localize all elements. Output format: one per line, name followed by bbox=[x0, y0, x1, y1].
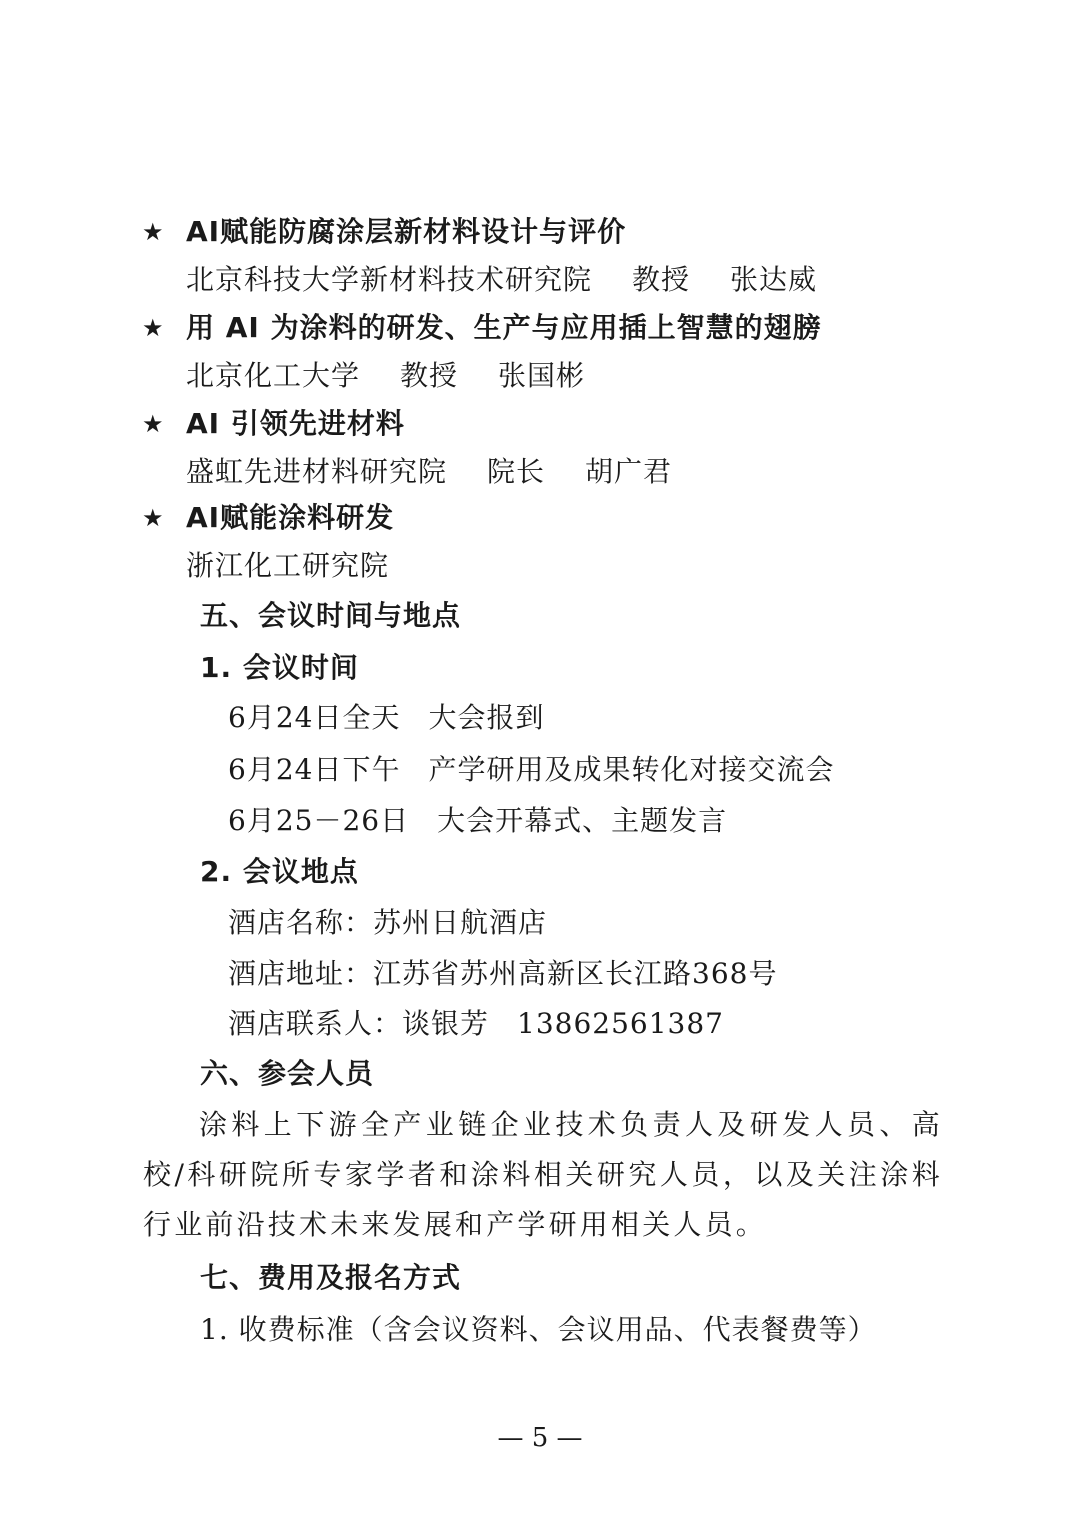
star-bullet-icon: ★ bbox=[142, 504, 164, 532]
speaker-institution: 盛虹先进材料研究院 bbox=[186, 455, 448, 488]
topic-title: AI赋能涂料研发 bbox=[186, 501, 395, 534]
star-bullet-icon: ★ bbox=[142, 218, 164, 246]
hotel-address: 酒店地址：江苏省苏州高新区长江路368号 bbox=[228, 957, 778, 990]
topic-title: AI赋能防腐涂层新材料设计与评价 bbox=[186, 215, 627, 248]
topic-title: AI 引领先进材料 bbox=[186, 407, 405, 440]
speaker-role: 教授 bbox=[400, 359, 459, 392]
section-heading: 六、参会人员 bbox=[200, 1057, 375, 1090]
speaker-institution: 浙江化工研究院 bbox=[186, 549, 390, 582]
speaker-role: 教授 bbox=[632, 263, 691, 296]
hotel-contact-line bbox=[228, 1004, 724, 1044]
speaker-name: 张国彬 bbox=[498, 359, 586, 392]
speaker-role: 院长 bbox=[487, 455, 546, 488]
subsection-heading: 1. 会议时间 bbox=[200, 651, 359, 684]
fee-heading: 1. 收费标准（含会议资料、会议用品、代表餐费等） bbox=[200, 1313, 877, 1346]
hotel-contact: 酒店联系人：谈银芳 bbox=[228, 1007, 490, 1040]
subsection-heading: 2. 会议地点 bbox=[200, 855, 359, 888]
attendees-paragraph: 涂料上下游全产业链企业技术负责人及研发人员、高校/科研院所专家学者和涂料相关研究人员，以及关注涂料行业前沿技术未来发展和产学研用相关人员。 bbox=[143, 1108, 943, 1241]
section-heading: 七、费用及报名方式 bbox=[200, 1261, 462, 1294]
hotel-name: 酒店名称：苏州日航酒店 bbox=[228, 906, 548, 939]
speaker-institution: 北京科技大学新材料技术研究院 bbox=[186, 263, 593, 296]
page-number: — 5 — bbox=[497, 1423, 583, 1453]
schedule-date: 6月24日下午 bbox=[228, 753, 401, 786]
schedule-date: 6月24日全天 bbox=[228, 701, 401, 734]
star-bullet-icon: ★ bbox=[142, 314, 164, 342]
schedule-date: 6月25－26日 bbox=[228, 804, 410, 837]
topic-speaker-line bbox=[186, 452, 672, 492]
topic-speaker-line bbox=[186, 260, 817, 300]
schedule-row bbox=[228, 801, 727, 841]
schedule-row bbox=[228, 750, 834, 790]
speaker-name: 胡广君 bbox=[585, 455, 673, 488]
schedule-event: 大会报到 bbox=[428, 701, 545, 734]
schedule-row bbox=[228, 698, 544, 738]
schedule-event: 产学研用及成果转化对接交流会 bbox=[428, 753, 835, 786]
star-bullet-icon: ★ bbox=[142, 410, 164, 438]
schedule-event: 大会开幕式、主题发言 bbox=[437, 804, 728, 837]
speaker-institution: 北京化工大学 bbox=[186, 359, 361, 392]
topic-speaker-line bbox=[186, 356, 585, 396]
topic-title: 用 AI 为涂料的研发、生产与应用插上智慧的翅膀 bbox=[186, 311, 822, 344]
hotel-phone: 13862561387 bbox=[517, 1007, 724, 1040]
section-heading: 五、会议时间与地点 bbox=[200, 599, 462, 632]
topic-speaker-line bbox=[186, 546, 389, 586]
speaker-name: 张达威 bbox=[730, 263, 818, 296]
